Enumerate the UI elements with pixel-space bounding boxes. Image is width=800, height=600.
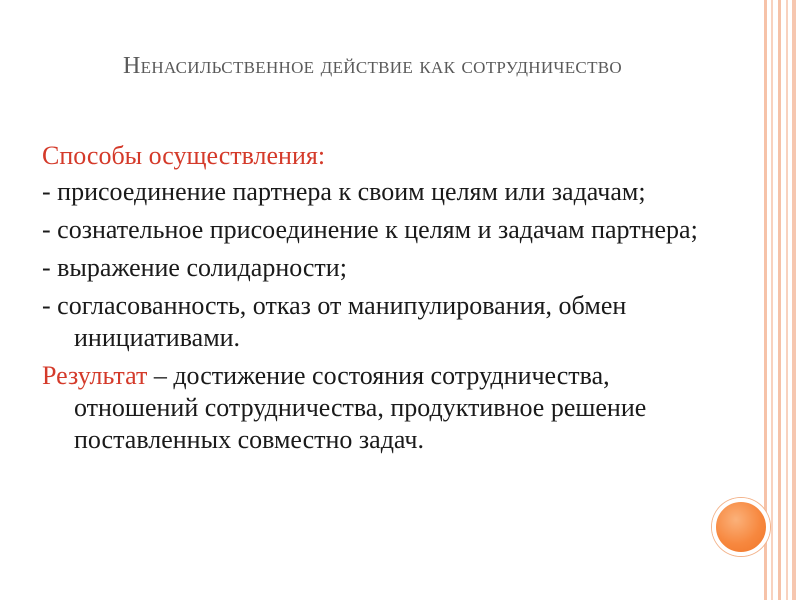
- subheading: Способы осуществления:: [42, 141, 326, 170]
- decorative-stripe: [771, 0, 773, 600]
- slide-body: [42, 140, 732, 462]
- result-label: Результат: [42, 361, 148, 390]
- list-item: - согласованность, отказ от манипулирования, обмен инициативами.: [42, 291, 627, 352]
- decorative-stripe: [778, 0, 781, 600]
- list-item: - сознательное присоединение к целям и задачам партнера;: [42, 215, 698, 244]
- decorative-stripe: [786, 0, 788, 600]
- decorative-circle: [712, 498, 770, 556]
- list-item: - присоединение партнера к своим целям или задачам;: [42, 177, 646, 206]
- list-item: - выражение солидарности;: [42, 253, 347, 282]
- slide-title: Ненасильственное действие как сотрудничество: [123, 53, 622, 79]
- decorative-stripe: [792, 0, 796, 600]
- result-text: – достижение состояния сотрудничества, отношений сотрудничества, продуктивное решение поставленных совместно задач.: [74, 361, 647, 454]
- result-paragraph: [42, 360, 732, 456]
